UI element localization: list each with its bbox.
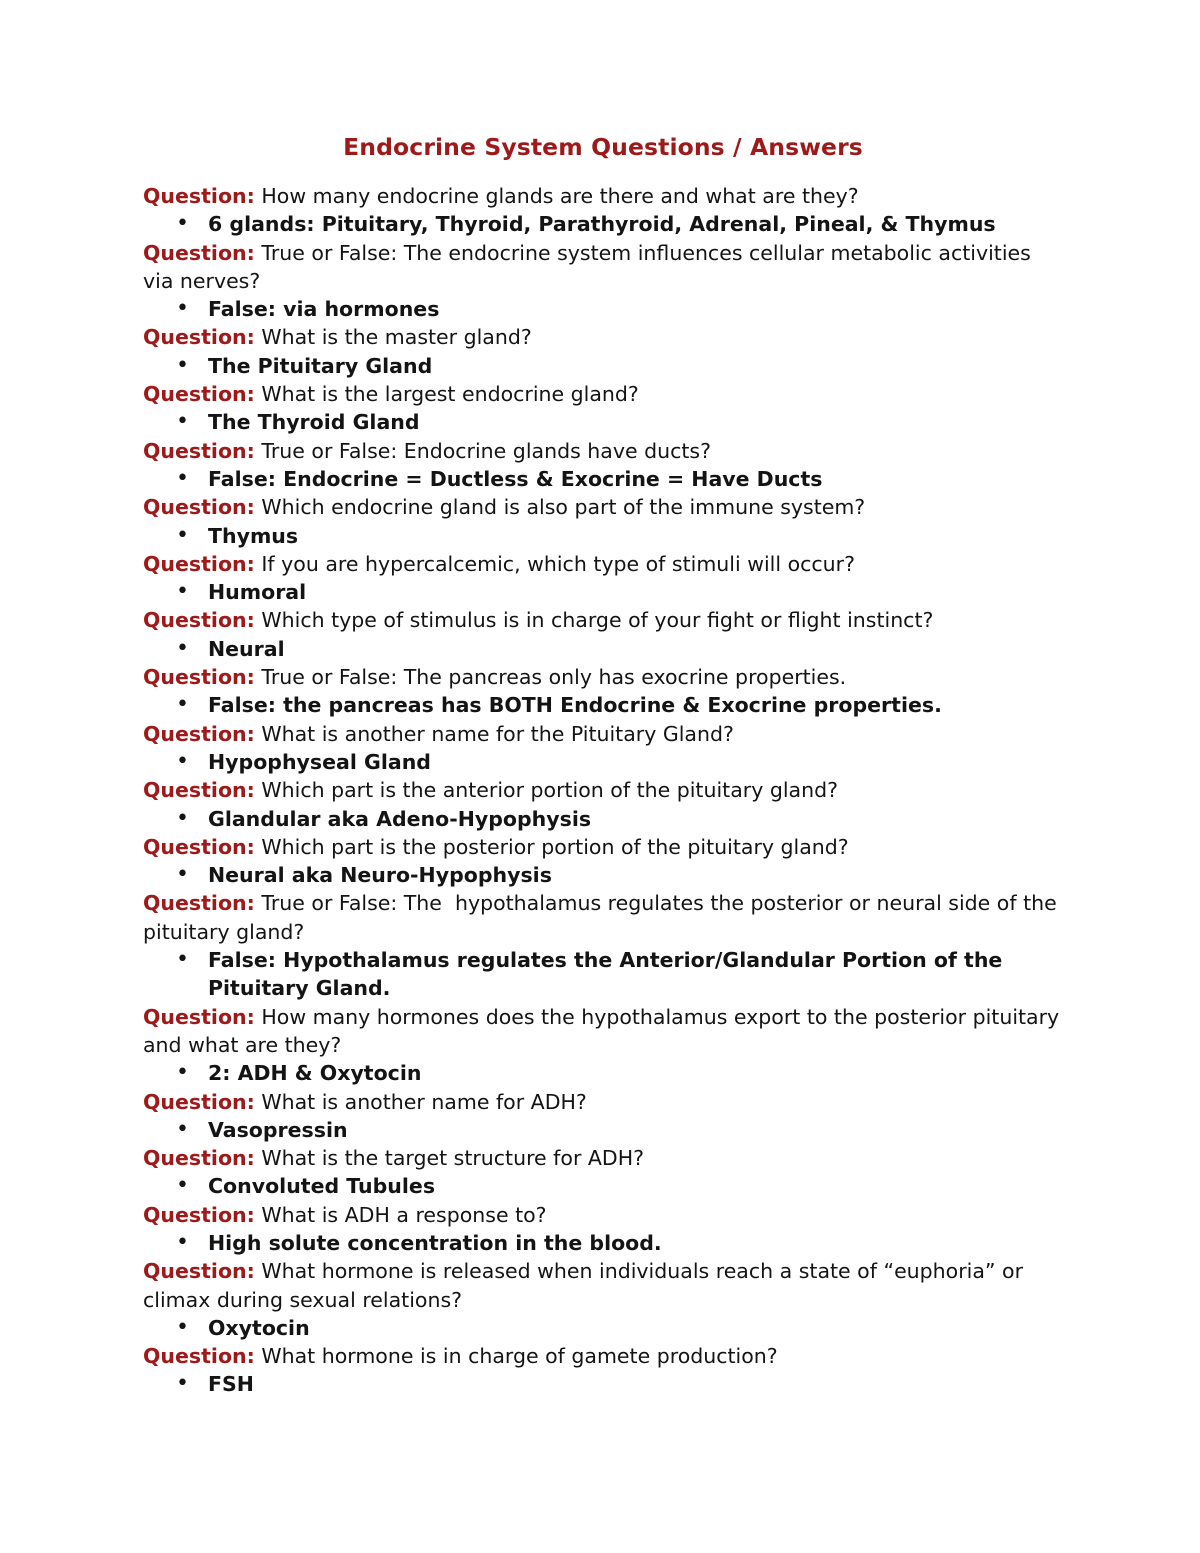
- qa-block: [143, 493, 1063, 550]
- answer-row: [143, 1314, 1063, 1342]
- bullet-icon: [143, 691, 208, 719]
- bullet-icon: [143, 748, 208, 776]
- question-line: [143, 1257, 1063, 1314]
- bullet-glyph: •: [176, 296, 189, 322]
- answer-text: Neural aka Neuro-Hypophysis: [208, 863, 552, 888]
- bullet-icon: [143, 578, 208, 606]
- bullet-icon: [143, 1314, 208, 1342]
- bullet-icon: [143, 1370, 208, 1398]
- question-text: True or False: The pancreas only has exocrine properties.: [254, 665, 847, 690]
- question-text: What is the master gland?: [254, 325, 532, 350]
- answer-text: Vasopressin: [208, 1117, 348, 1142]
- bullet-glyph: •: [176, 522, 189, 548]
- answer-row: [143, 352, 1063, 380]
- qa-block: [143, 1201, 1063, 1258]
- question-label: Question:: [143, 1344, 255, 1369]
- qa-block: [143, 720, 1063, 777]
- bullet-glyph: •: [176, 579, 189, 605]
- answer-text: High solute concentration in the blood.: [208, 1230, 662, 1255]
- question-label: Question:: [143, 778, 255, 803]
- qa-block: [143, 776, 1063, 833]
- qa-block: [143, 182, 1063, 239]
- bullet-icon: [143, 210, 208, 238]
- question-label: Question:: [143, 438, 255, 463]
- answer-text: Thymus: [208, 523, 299, 548]
- answer-row: [143, 465, 1063, 493]
- question-line: [143, 1003, 1066, 1060]
- question-line: [143, 1201, 1063, 1229]
- answer-text: The Pituitary Gland: [208, 353, 433, 378]
- question-label: Question:: [143, 608, 255, 633]
- answer-text: The Thyroid Gland: [208, 410, 420, 435]
- bullet-icon: [143, 1229, 208, 1257]
- bullet-glyph: •: [176, 352, 189, 378]
- answer-row: [143, 210, 1063, 238]
- page-title: Endocrine System Questions / Answers: [343, 133, 863, 161]
- bullet-glyph: •: [176, 211, 189, 237]
- bullet-icon: [143, 295, 208, 323]
- answer-row: [143, 408, 1063, 436]
- answer-text: FSH: [208, 1372, 254, 1397]
- question-label: Question:: [143, 382, 255, 407]
- bullet-icon: [143, 635, 208, 663]
- answer-text: 6 glands: Pituitary, Thyroid, Parathyroid, Adrenal, Pineal, & Thymus: [208, 212, 996, 237]
- answer-text: Neural: [208, 636, 285, 661]
- question-line: [143, 889, 1063, 946]
- question-text: Which endocrine gland is also part of the immune system?: [254, 495, 866, 520]
- answer-text: Humoral: [208, 580, 307, 605]
- qa-block: [143, 437, 1063, 494]
- bullet-icon: [143, 1172, 208, 1200]
- question-text: Which part is the anterior portion of the pituitary gland?: [254, 778, 838, 803]
- question-text: Which type of stimulus is in charge of your fight or flight instinct?: [254, 608, 934, 633]
- question-line: [143, 493, 1063, 521]
- question-text: What hormone is in charge of gamete production?: [254, 1344, 778, 1369]
- question-label: Question:: [143, 665, 255, 690]
- answer-row: [143, 635, 1063, 663]
- question-text: True or False: The hypothalamus regulates the posterior or neural side of the pituitary gland?: [143, 891, 1064, 944]
- bullet-glyph: •: [176, 1229, 189, 1255]
- qa-block: [143, 1342, 1063, 1399]
- answer-text: Hypophyseal Gland: [208, 749, 431, 774]
- question-line: [143, 437, 1063, 465]
- bullet-glyph: •: [176, 805, 189, 831]
- bullet-glyph: •: [176, 409, 189, 435]
- question-text: True or False: The endocrine system influences cellular metabolic activities via nerves?: [143, 240, 1038, 293]
- question-line: [143, 1342, 1063, 1370]
- question-text: Which part is the posterior portion of the pituitary gland?: [254, 834, 849, 859]
- question-text: What is the largest endocrine gland?: [254, 382, 639, 407]
- question-label: Question:: [143, 1089, 255, 1114]
- answer-row: [143, 805, 1063, 833]
- bullet-icon: [143, 1059, 208, 1087]
- qa-block: [143, 889, 1063, 1002]
- bullet-glyph: •: [176, 1371, 189, 1397]
- question-line: [143, 323, 1063, 351]
- qa-block: [143, 1088, 1063, 1145]
- question-label: Question:: [143, 1004, 255, 1029]
- question-line: [143, 239, 1063, 296]
- answer-row: [143, 295, 1063, 323]
- question-line: [143, 182, 1063, 210]
- bullet-glyph: •: [176, 947, 189, 973]
- qa-block: [143, 380, 1063, 437]
- answer-text: False: Hypothalamus regulates the Anterior/Glandular Portion of the Pituitary Gland.: [208, 948, 1010, 1001]
- qa-block: [143, 239, 1063, 324]
- answer-text: False: the pancreas has BOTH Endocrine & Exocrine properties.: [208, 693, 942, 718]
- qa-block: [143, 1003, 1066, 1088]
- question-label: Question:: [143, 325, 255, 350]
- bullet-glyph: •: [176, 1116, 189, 1142]
- question-line: [143, 720, 1063, 748]
- question-line: [143, 776, 1063, 804]
- qa-block: [143, 606, 1063, 663]
- bullet-icon: [143, 408, 208, 436]
- document-content: [143, 132, 1066, 1399]
- answer-text: False: Endocrine = Ductless & Exocrine = Have Ducts: [208, 466, 823, 491]
- question-line: [143, 380, 1063, 408]
- question-text: How many endocrine glands are there and what are they?: [254, 184, 859, 208]
- answer-row: [143, 1370, 1063, 1398]
- qa-block: [143, 323, 1063, 380]
- question-text: What is another name for the Pituitary Gland?: [254, 721, 734, 746]
- question-label: Question:: [143, 495, 255, 520]
- bullet-glyph: •: [176, 862, 189, 888]
- bullet-icon: [143, 465, 208, 493]
- qa-block: [143, 833, 1063, 890]
- question-text: How many hormones does the hypothalamus export to the posterior pituitary and what are they?: [143, 1004, 1066, 1057]
- answer-row: [143, 1116, 1063, 1144]
- answer-text: 2: ADH & Oxytocin: [208, 1061, 422, 1086]
- question-line: [143, 1088, 1063, 1116]
- question-line: [143, 833, 1063, 861]
- answer-row: [143, 578, 1063, 606]
- question-line: [143, 663, 1063, 691]
- answer-text: Oxytocin: [208, 1315, 310, 1340]
- question-label: Question:: [143, 834, 255, 859]
- question-label: Question:: [143, 1202, 255, 1227]
- answer-row: [143, 1059, 1063, 1087]
- question-label: Question:: [143, 184, 255, 208]
- question-text: True or False: Endocrine glands have ducts?: [254, 438, 711, 463]
- bullet-icon: [143, 946, 208, 974]
- answer-row: [143, 1229, 1063, 1257]
- qa-block: [143, 550, 1063, 607]
- qa-block: [143, 1144, 1063, 1201]
- qa-block: [143, 663, 1063, 720]
- answer-row: [143, 522, 1063, 550]
- bullet-glyph: •: [176, 465, 189, 491]
- question-line: [143, 550, 1063, 578]
- question-label: Question:: [143, 240, 255, 265]
- answer-text: False: via hormones: [208, 297, 440, 322]
- question-label: Question:: [143, 551, 255, 576]
- answer-row: [143, 748, 1063, 776]
- qa-list: [143, 182, 1066, 1399]
- question-text: What is the target structure for ADH?: [254, 1146, 644, 1171]
- bullet-icon: [143, 1116, 208, 1144]
- question-label: Question:: [143, 1259, 255, 1284]
- question-label: Question:: [143, 721, 255, 746]
- answer-text: Convoluted Tubules: [208, 1174, 436, 1199]
- bullet-glyph: •: [176, 748, 189, 774]
- question-text: What is ADH a response to?: [254, 1202, 547, 1227]
- bullet-icon: [143, 861, 208, 889]
- answer-row: [143, 946, 1063, 1003]
- answer-row: [143, 691, 1063, 719]
- bullet-icon: [143, 352, 208, 380]
- qa-block: [143, 1257, 1063, 1342]
- answer-text: Glandular aka Adeno-Hypophysis: [208, 806, 592, 831]
- question-text: What is another name for ADH?: [254, 1089, 587, 1114]
- answer-row: [143, 1172, 1063, 1200]
- bullet-glyph: •: [176, 692, 189, 718]
- bullet-glyph: •: [176, 635, 189, 661]
- bullet-icon: [143, 805, 208, 833]
- question-line: [143, 606, 1063, 634]
- bullet-icon: [143, 522, 208, 550]
- bullet-glyph: •: [176, 1060, 189, 1086]
- question-text: What hormone is released when individuals reach a state of “euphoria” or climax during sexual relations?: [143, 1259, 1030, 1312]
- bullet-glyph: •: [176, 1173, 189, 1199]
- question-label: Question:: [143, 891, 255, 916]
- answer-row: [143, 861, 1063, 889]
- question-label: Question:: [143, 1146, 255, 1171]
- bullet-glyph: •: [176, 1314, 189, 1340]
- question-text: If you are hypercalcemic, which type of stimuli will occur?: [254, 551, 855, 576]
- question-line: [143, 1144, 1063, 1172]
